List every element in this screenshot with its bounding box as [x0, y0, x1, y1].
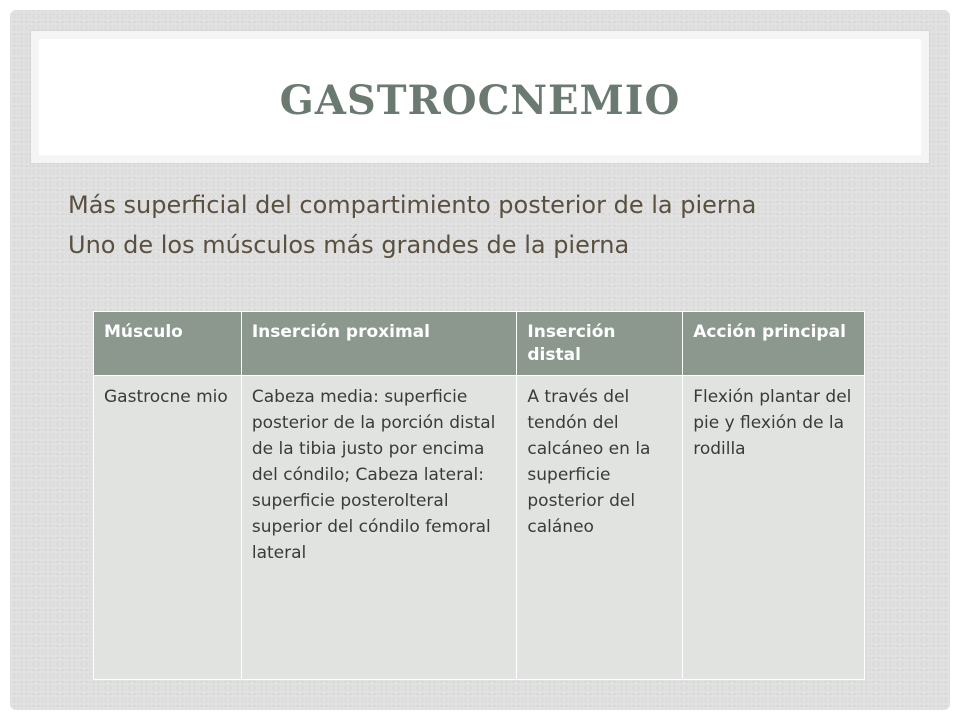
title-box	[39, 39, 921, 155]
cell-insercion-distal: A través del tendón del calcáneo en la superficie posterior del caláneo	[517, 376, 683, 680]
bullet-2: Uno de los músculos más grandes de la pierna	[68, 231, 630, 259]
header-insercion-proximal: Inserción proximal	[241, 312, 517, 376]
cell-musculo: Gastrocne mio	[94, 376, 242, 680]
header-musculo: Músculo	[94, 312, 242, 376]
header-insercion-distal: Inserción distal	[517, 312, 683, 376]
cell-insercion-proximal: Cabeza media: superficie posterior de la porción distal de la tibia justo por encima del cóndilo; Cabeza lateral: superficie posterolteral superior del cóndilo femoral lateral	[241, 376, 517, 680]
table-row	[94, 376, 865, 680]
slide-title: GASTROCNEMIO	[279, 76, 681, 124]
slide-body	[68, 188, 908, 268]
muscle-table	[93, 311, 865, 680]
title-frame	[30, 30, 930, 164]
table-header-row	[94, 312, 865, 376]
header-accion-principal: Acción principal	[683, 312, 865, 376]
bullet-1: Más superficial del compartimiento posterior de la pierna	[68, 191, 757, 219]
cell-accion-principal: Flexión plantar del pie y flexión de la rodilla	[683, 376, 865, 680]
